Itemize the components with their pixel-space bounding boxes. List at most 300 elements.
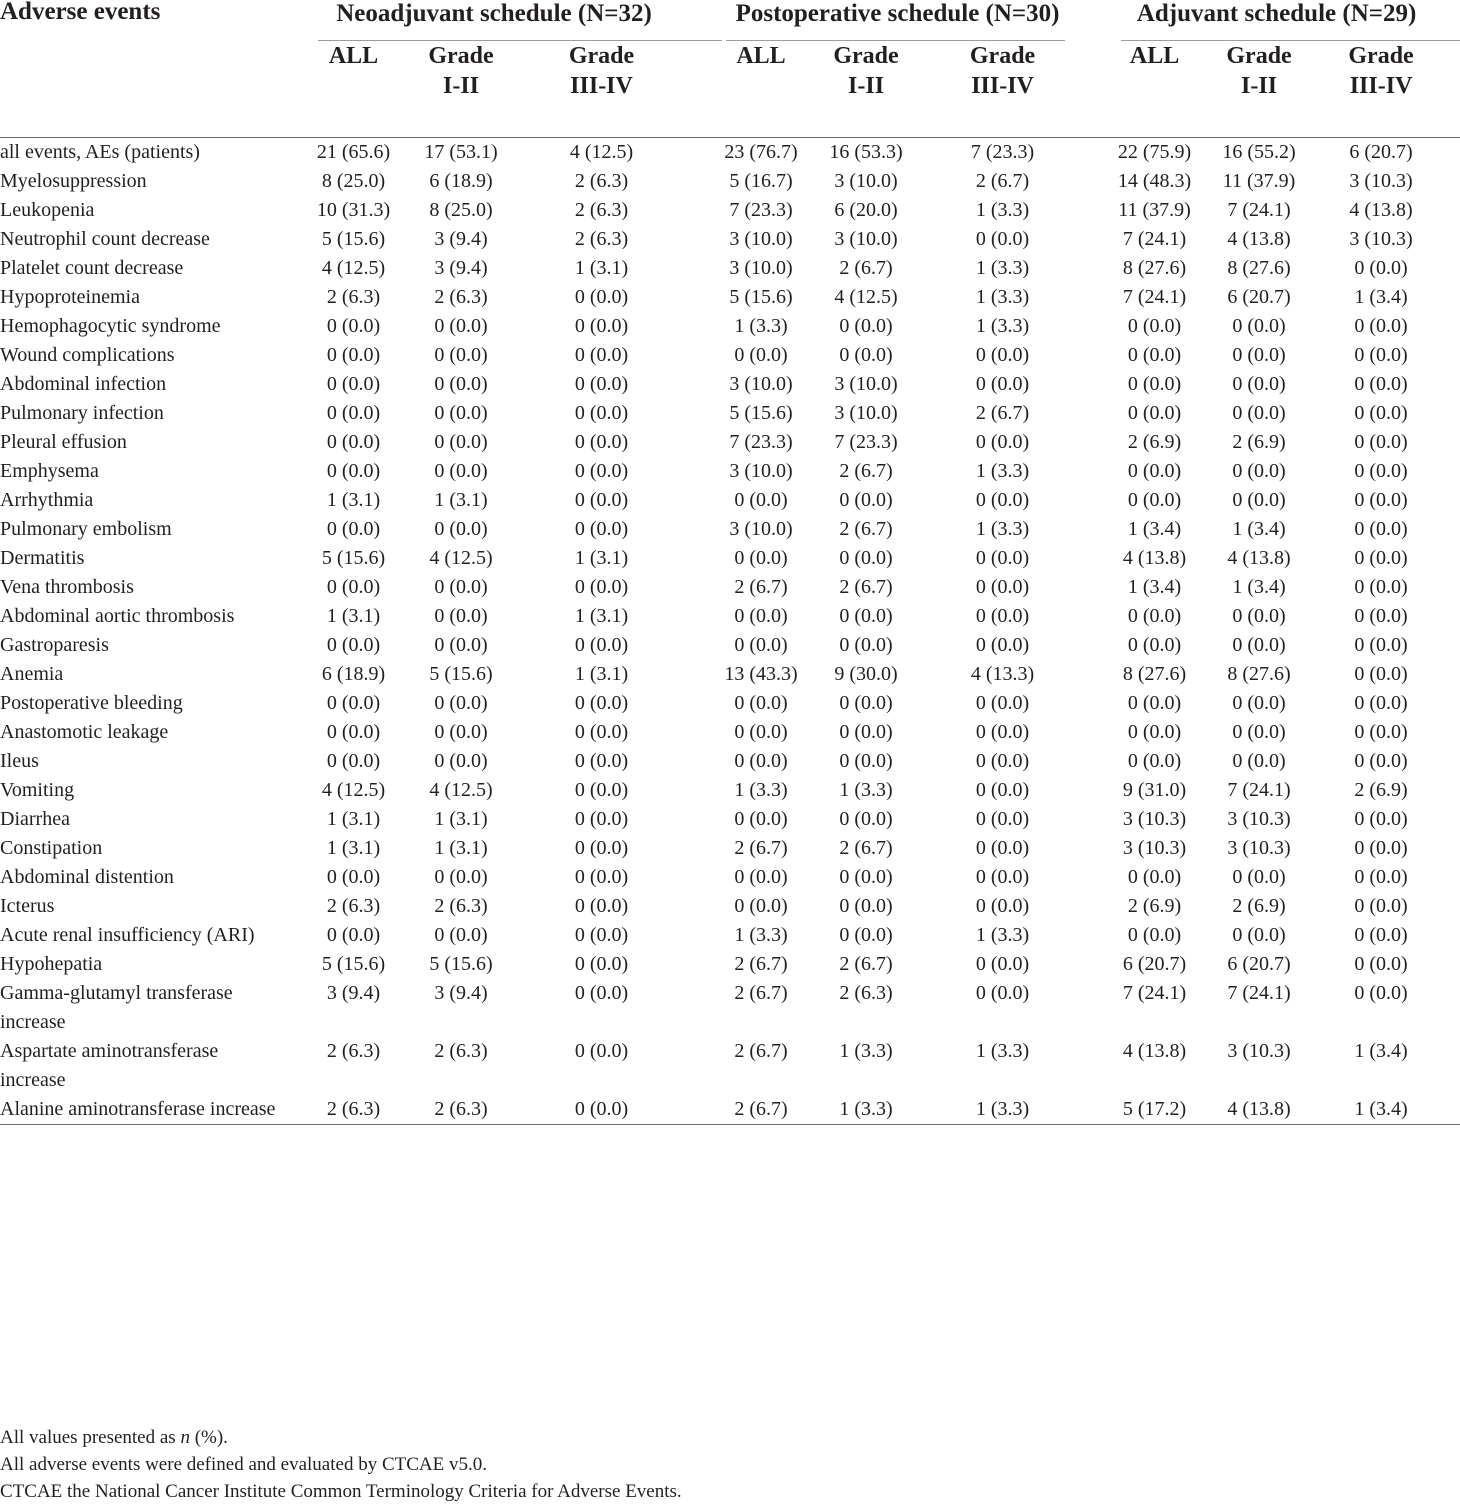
- table-cell: 0 (0.0): [975, 982, 1030, 1004]
- table-cell: 3 (10.3): [1122, 808, 1187, 830]
- table-cell: 2 (6.3): [286, 1095, 421, 1125]
- subheader-adjuvant-grade-i-ii: [1216, 41, 1302, 138]
- table-cell: 6 (20.0): [834, 199, 898, 221]
- table-cell: 4 (12.5): [429, 779, 493, 801]
- table-cell: 2 (6.9): [1232, 431, 1286, 453]
- table-cell: 2 (6.7): [839, 518, 893, 540]
- table-cell: 2 (6.7): [734, 1040, 788, 1062]
- table-cell: 0 (0.0): [734, 692, 788, 714]
- subheader-line: ALL: [328, 43, 379, 69]
- table-cell: 2 (6.7): [734, 576, 788, 598]
- table-cell: 1 (3.1): [434, 808, 488, 830]
- table-cell: 0 (0.0): [434, 460, 488, 482]
- table-cell: 2 (6.7): [839, 460, 893, 482]
- row-label: Alanine aminotransferase increase: [0, 1095, 286, 1125]
- table-cell: 3 (10.3): [1349, 170, 1413, 192]
- table-row: [0, 283, 1460, 312]
- table-cell: 0 (0.0): [734, 721, 788, 743]
- table-cell: 0 (0.0): [434, 518, 488, 540]
- group-header-row: [0, 0, 1460, 41]
- table-cell: 0 (0.0): [1354, 924, 1408, 946]
- table-cell: 3 (10.0): [729, 518, 793, 540]
- table-cell: 0 (0.0): [1232, 750, 1286, 772]
- table-cell: 7 (23.3): [834, 431, 898, 453]
- table-cell: 0 (0.0): [1232, 315, 1286, 337]
- table-cell: 0 (0.0): [434, 576, 488, 598]
- table-cell: 0 (0.0): [1127, 692, 1182, 714]
- table-cell: 0 (0.0): [1232, 489, 1286, 511]
- table-cell: 0 (0.0): [1232, 692, 1286, 714]
- table-cell: 0 (0.0): [975, 953, 1030, 975]
- table-cell: 1 (3.3): [975, 315, 1030, 337]
- row-label: Anemia: [0, 663, 64, 685]
- table-cell: 2 (6.3): [574, 228, 629, 250]
- table-cell: 2 (6.9): [1127, 431, 1182, 453]
- subheader-neoadjuvant-grade-iii-iv: [501, 41, 702, 138]
- table-cell: 0 (0.0): [734, 634, 788, 656]
- subheader-postoperative-grade-i-ii: [820, 41, 912, 138]
- table-cell: 2 (6.7): [975, 170, 1030, 192]
- table-cell: 2 (6.3): [326, 286, 381, 308]
- table-cell: 0 (0.0): [1354, 576, 1408, 598]
- table-cell: 0 (0.0): [734, 750, 788, 772]
- table-cell: 0 (0.0): [975, 692, 1030, 714]
- table-cell: 0 (0.0): [1354, 750, 1408, 772]
- table-cell: 0 (0.0): [975, 489, 1030, 511]
- row-label: all events, AEs (patients): [0, 141, 200, 163]
- row-label: Gastroparesis: [0, 634, 109, 656]
- table-cell: 2 (6.3): [434, 1040, 488, 1062]
- table-cell: 0 (0.0): [434, 344, 488, 366]
- table-cell: 7 (23.3): [970, 141, 1035, 163]
- table-cell: 3 (10.0): [834, 228, 898, 250]
- table-row: [0, 747, 1460, 776]
- table-cell: 9 (30.0): [834, 663, 898, 685]
- table-cell: 0 (0.0): [574, 344, 629, 366]
- table-cell: 0 (0.0): [1127, 866, 1182, 888]
- table-cell: 0 (0.0): [574, 402, 629, 424]
- table-cell: 2 (6.7): [975, 402, 1030, 424]
- table-cell: 4 (13.8): [1227, 547, 1291, 569]
- table-cell: 0 (0.0): [574, 779, 629, 801]
- table-row: [0, 631, 1460, 660]
- table-cell: 0 (0.0): [1232, 924, 1286, 946]
- table-cell: 0 (0.0): [574, 431, 629, 453]
- table-cell: 2 (6.9): [1354, 779, 1408, 801]
- table-cell: 0 (0.0): [434, 315, 488, 337]
- table-cell: 1 (3.1): [434, 837, 488, 859]
- table-cell: 6 (20.7): [1349, 141, 1413, 163]
- subheader-line: Grade: [969, 43, 1036, 69]
- table-row: [0, 776, 1460, 805]
- table-cell: 21 (65.6): [316, 141, 391, 163]
- table-cell: 3 (10.0): [834, 373, 898, 395]
- table-row: [0, 138, 1460, 168]
- table-cell: 0 (0.0): [326, 344, 381, 366]
- table-cell: 3 (9.4): [434, 982, 488, 1004]
- table-cell: 8 (27.6): [1227, 663, 1291, 685]
- row-label: Postoperative bleeding: [0, 692, 183, 714]
- table-cell: 0 (0.0): [1354, 895, 1408, 917]
- footnote-text: All values presented as: [0, 1427, 181, 1448]
- table-cell: 5 (15.6): [729, 402, 793, 424]
- table-cell: 2 (6.3): [434, 286, 488, 308]
- table-cell: 0 (0.0): [734, 895, 788, 917]
- table-cell: 0 (0.0): [839, 634, 893, 656]
- row-label: Emphysema: [0, 460, 99, 482]
- row-label: Diarrhea: [0, 808, 70, 830]
- row-label: Hemophagocytic syndrome: [0, 315, 221, 337]
- table-cell: 3 (10.3): [1227, 1040, 1291, 1062]
- table-row: [0, 573, 1460, 602]
- table-cell: 6 (20.7): [1122, 953, 1187, 975]
- table-cell: 0 (0.0): [975, 431, 1030, 453]
- table-row: [0, 863, 1460, 892]
- table-cell: 16 (53.3): [829, 141, 903, 163]
- table-row: [0, 1037, 1460, 1095]
- table-row: [0, 399, 1460, 428]
- table-cell: 0 (0.0): [1354, 953, 1408, 975]
- table-cell: 0 (0.0): [1127, 489, 1182, 511]
- table-cell: 2 (6.3): [839, 982, 893, 1004]
- table-cell: 1 (3.3): [734, 924, 788, 946]
- table-cell: 0 (0.0): [574, 518, 629, 540]
- table-cell: 0 (0.0): [326, 373, 381, 395]
- table-cell: 0 (0.0): [1354, 663, 1408, 685]
- table-cell: 0 (0.0): [975, 721, 1030, 743]
- table-cell: 1 (3.3): [734, 779, 788, 801]
- row-label: Dermatitis: [0, 547, 85, 569]
- table-cell: 2 (6.9): [1127, 895, 1182, 917]
- row-label: Abdominal infection: [0, 373, 167, 395]
- table-cell: 2 (6.3): [574, 170, 629, 192]
- table-cell: 0 (0.0): [1127, 750, 1182, 772]
- table-row: [0, 834, 1460, 863]
- table-cell: 1 (3.1): [326, 605, 381, 627]
- table-cell: 0 (0.0): [839, 344, 893, 366]
- table-cell: 5 (15.6): [729, 286, 793, 308]
- subheader-adjuvant-grade-iii-iv: [1302, 41, 1460, 138]
- row-label: Vomiting: [0, 779, 75, 801]
- table-cell: 4 (13.3): [970, 663, 1035, 685]
- table-cell: 0 (0.0): [1354, 373, 1408, 395]
- table-cell: 4 (13.8): [1349, 199, 1413, 221]
- table-cell: 0 (0.0): [1354, 402, 1408, 424]
- subheader-line: ALL: [736, 43, 786, 69]
- table-cell: 0 (0.0): [839, 924, 893, 946]
- table-cell: 0 (0.0): [434, 866, 488, 888]
- table-row: [0, 225, 1460, 254]
- subheader-line: III-IV: [971, 73, 1034, 99]
- table-cell: 13 (43.3): [724, 663, 798, 685]
- table-row: [0, 167, 1460, 196]
- table-cell: 0 (0.0): [734, 344, 788, 366]
- table-cell: 2 (6.3): [434, 895, 488, 917]
- table-cell: 1 (3.3): [839, 779, 893, 801]
- corner-header: Adverse events: [0, 0, 286, 138]
- table-cell: 0 (0.0): [326, 576, 381, 598]
- table-cell: 0 (0.0): [1354, 634, 1408, 656]
- table-cell: 3 (9.4): [434, 228, 488, 250]
- table-cell: 0 (0.0): [734, 866, 788, 888]
- row-label: Constipation: [0, 837, 103, 859]
- table-cell: 8 (27.6): [1122, 663, 1187, 685]
- table-cell: 0 (0.0): [434, 634, 488, 656]
- table-cell: 0 (0.0): [1232, 373, 1286, 395]
- table-row: [0, 892, 1460, 921]
- subheader-neoadjuvant-grade-i-ii: [421, 41, 501, 138]
- table-cell: 7 (24.1): [1227, 779, 1291, 801]
- table-cell: 7 (24.1): [1122, 286, 1187, 308]
- table-cell: 2 (6.7): [702, 1095, 820, 1125]
- table-cell: 0 (0.0): [574, 924, 629, 946]
- subheader-postoperative-grade-iii-iv: [912, 41, 1093, 138]
- table-cell: 0 (0.0): [839, 866, 893, 888]
- footnote-ctcae-definition: CTCAE the National Cancer Institute Common Terminology Criteria for Adverse Events.: [0, 1481, 682, 1502]
- table-cell: 0 (0.0): [1354, 808, 1408, 830]
- table-cell: 0 (0.0): [1232, 344, 1286, 366]
- table-cell: 0 (0.0): [574, 866, 629, 888]
- table-cell: 0 (0.0): [1354, 344, 1408, 366]
- table-cell: 8 (27.6): [1122, 257, 1187, 279]
- table-cell: 2 (6.7): [839, 953, 893, 975]
- row-label: Pleural effusion: [0, 431, 127, 453]
- table-row: [0, 544, 1460, 573]
- subheader-line: III-IV: [570, 73, 633, 99]
- table-row: [0, 370, 1460, 399]
- table-cell: 0 (0.0): [975, 373, 1030, 395]
- table-row: [0, 718, 1460, 747]
- table-cell: 0 (0.0): [1127, 315, 1182, 337]
- table-cell: 0 (0.0): [734, 489, 788, 511]
- table-cell: 0 (0.0): [1354, 837, 1408, 859]
- table-cell: 2 (6.7): [734, 982, 788, 1004]
- table-cell: 1 (3.4): [1302, 1095, 1460, 1125]
- table-cell: 7 (24.1): [1227, 982, 1291, 1004]
- table-cell: 0 (0.0): [1232, 605, 1286, 627]
- table-cell: 4 (12.5): [834, 286, 898, 308]
- table-cell: 3 (10.3): [1122, 837, 1187, 859]
- table-cell: 0 (0.0): [574, 634, 629, 656]
- table-row: [0, 805, 1460, 834]
- row-label: Gamma-glutamyl transferase increase: [0, 982, 233, 1033]
- row-label: Pulmonary infection: [0, 402, 164, 424]
- table-cell: 0 (0.0): [839, 547, 893, 569]
- subheader-line: I-II: [848, 73, 885, 99]
- table-cell: 0 (0.0): [975, 837, 1030, 859]
- table-cell: 1 (3.3): [975, 1040, 1030, 1062]
- table-cell: 0 (0.0): [975, 895, 1030, 917]
- table-cell: 0 (0.0): [975, 750, 1030, 772]
- table-cell: 0 (0.0): [574, 808, 629, 830]
- table-cell: 1 (3.3): [975, 518, 1030, 540]
- table-cell: 2 (6.3): [421, 1095, 501, 1125]
- table-cell: 5 (15.6): [321, 953, 386, 975]
- table-cell: 0 (0.0): [326, 518, 381, 540]
- table-cell: 0 (0.0): [501, 1095, 702, 1125]
- table-cell: 0 (0.0): [1127, 924, 1182, 946]
- table-cell: 2 (6.3): [326, 895, 381, 917]
- table-cell: 0 (0.0): [574, 1040, 629, 1062]
- table-cell: 1 (3.4): [1354, 286, 1408, 308]
- table-cell: 0 (0.0): [1354, 257, 1408, 279]
- table-cell: 1 (3.4): [1354, 1040, 1408, 1062]
- table-cell: 5 (17.2): [1093, 1095, 1216, 1125]
- table-cell: 0 (0.0): [574, 750, 629, 772]
- table-cell: 0 (0.0): [434, 373, 488, 395]
- table-cell: 0 (0.0): [326, 692, 381, 714]
- table-cell: 8 (27.6): [1227, 257, 1291, 279]
- table-cell: 1 (3.3): [734, 315, 788, 337]
- table-cell: 0 (0.0): [434, 721, 488, 743]
- table-cell: 7 (23.3): [729, 431, 793, 453]
- table-cell: 0 (0.0): [574, 721, 629, 743]
- table-cell: 0 (0.0): [326, 402, 381, 424]
- table-cell: 0 (0.0): [1354, 518, 1408, 540]
- table-cell: 0 (0.0): [1354, 315, 1408, 337]
- subheader-line: Grade: [428, 43, 494, 69]
- table-cell: 14 (48.3): [1117, 170, 1192, 192]
- table-cell: 1 (3.1): [574, 257, 629, 279]
- table-cell: 5 (15.6): [321, 547, 386, 569]
- table-cell: 4 (13.8): [1122, 1040, 1187, 1062]
- table-cell: 1 (3.1): [574, 663, 629, 685]
- table-cell: 11 (37.9): [1118, 199, 1191, 221]
- table-cell: 0 (0.0): [1354, 431, 1408, 453]
- footnote-italic-n: n: [180, 1427, 190, 1448]
- subheader-line: Grade: [1348, 43, 1414, 69]
- table-cell: 0 (0.0): [574, 286, 629, 308]
- table-cell: 0 (0.0): [975, 605, 1030, 627]
- table-cell: 4 (12.5): [321, 779, 386, 801]
- table-cell: 0 (0.0): [975, 576, 1030, 598]
- subheader-line: I-II: [1241, 73, 1278, 99]
- table-cell: 0 (0.0): [1354, 460, 1408, 482]
- table-cell: 0 (0.0): [1354, 866, 1408, 888]
- table-footnotes: [0, 1424, 682, 1505]
- table-cell: 2 (6.9): [1232, 895, 1286, 917]
- table-cell: 1 (3.3): [975, 257, 1030, 279]
- table-cell: 0 (0.0): [574, 315, 629, 337]
- row-label: Neutrophil count decrease: [0, 228, 210, 250]
- table-cell: 4 (13.8): [1227, 228, 1291, 250]
- table-cell: 1 (3.3): [975, 460, 1030, 482]
- table-cell: 5 (15.6): [429, 953, 493, 975]
- table-body: [0, 138, 1460, 1125]
- table-cell: 1 (3.1): [326, 489, 381, 511]
- table-cell: 0 (0.0): [434, 692, 488, 714]
- subheader-line: ALL: [1129, 43, 1180, 69]
- table-cell: 0 (0.0): [574, 460, 629, 482]
- table-cell: 0 (0.0): [734, 808, 788, 830]
- table-cell: 0 (0.0): [326, 315, 381, 337]
- subheader-line: Grade: [833, 43, 899, 69]
- row-label: Myelosuppression: [0, 170, 147, 192]
- table-cell: 1 (3.4): [1232, 518, 1286, 540]
- table-cell: 0 (0.0): [326, 924, 381, 946]
- table-row: [0, 457, 1460, 486]
- table-cell: 2 (6.3): [326, 1040, 381, 1062]
- table-cell: 0 (0.0): [975, 547, 1030, 569]
- table-cell: 16 (55.2): [1222, 141, 1296, 163]
- table-cell: 0 (0.0): [574, 837, 629, 859]
- table-cell: 0 (0.0): [975, 228, 1030, 250]
- table-cell: 2 (6.7): [839, 257, 893, 279]
- table-cell: 0 (0.0): [326, 460, 381, 482]
- subheader-adjuvant-all: [1093, 41, 1216, 138]
- table-cell: 0 (0.0): [839, 750, 893, 772]
- table-row: [0, 515, 1460, 544]
- table-cell: 0 (0.0): [1354, 605, 1408, 627]
- table-cell: 1 (3.3): [839, 1040, 893, 1062]
- table-cell: 0 (0.0): [1232, 402, 1286, 424]
- table-cell: 0 (0.0): [839, 721, 893, 743]
- footnote-values-presented: [0, 1424, 682, 1451]
- row-label: Abdominal distention: [0, 866, 174, 888]
- table-cell: 0 (0.0): [975, 779, 1030, 801]
- table-cell: 4 (12.5): [429, 547, 493, 569]
- table-cell: 0 (0.0): [1127, 402, 1182, 424]
- row-label: Ileus: [0, 750, 39, 772]
- table-cell: 4 (13.8): [1122, 547, 1187, 569]
- table-cell: 0 (0.0): [839, 315, 893, 337]
- table-cell: 2 (6.7): [734, 953, 788, 975]
- table-cell: 8 (25.0): [429, 199, 493, 221]
- table-cell: 3 (10.0): [729, 228, 793, 250]
- table-cell: 0 (0.0): [1232, 634, 1286, 656]
- row-label: Leukopenia: [0, 199, 95, 221]
- subheader-line: III-IV: [1349, 73, 1413, 99]
- table-cell: 22 (75.9): [1117, 141, 1192, 163]
- table-cell: 0 (0.0): [326, 750, 381, 772]
- table-row: [0, 196, 1460, 225]
- table-row: [0, 486, 1460, 515]
- table-cell: 0 (0.0): [1232, 460, 1286, 482]
- row-label: Aspartate aminotransferase increase: [0, 1040, 219, 1091]
- table-row: [0, 428, 1460, 457]
- table-row: [0, 921, 1460, 950]
- row-label: Pulmonary embolism: [0, 518, 172, 540]
- table-cell: 0 (0.0): [326, 866, 381, 888]
- table-cell: 1 (3.1): [434, 489, 488, 511]
- row-label: Platelet count decrease: [0, 257, 184, 279]
- table-cell: 1 (3.1): [326, 808, 381, 830]
- table-cell: 0 (0.0): [1127, 634, 1182, 656]
- table-cell: 0 (0.0): [975, 634, 1030, 656]
- table-cell: 0 (0.0): [434, 750, 488, 772]
- table-cell: 0 (0.0): [839, 808, 893, 830]
- table-row: [0, 950, 1460, 979]
- table-cell: 0 (0.0): [839, 605, 893, 627]
- table-cell: 0 (0.0): [574, 895, 629, 917]
- table-cell: 5 (16.7): [729, 170, 793, 192]
- group-header-postoperative: [702, 0, 1093, 41]
- table-cell: 8 (25.0): [321, 170, 386, 192]
- row-label: Arrhythmia: [0, 489, 94, 511]
- subheader-line: Grade: [1226, 43, 1292, 69]
- table-cell: 3 (10.0): [729, 257, 793, 279]
- table-cell: 2 (6.7): [839, 837, 893, 859]
- table-cell: 6 (18.9): [429, 170, 493, 192]
- group-header-neoadjuvant: [286, 0, 702, 41]
- table-row: [0, 602, 1460, 631]
- table-cell: 0 (0.0): [975, 866, 1030, 888]
- table-cell: 0 (0.0): [434, 924, 488, 946]
- table-cell: 0 (0.0): [1354, 721, 1408, 743]
- table-cell: 9 (31.0): [1122, 779, 1187, 801]
- table-cell: 0 (0.0): [434, 431, 488, 453]
- table-cell: 0 (0.0): [574, 953, 629, 975]
